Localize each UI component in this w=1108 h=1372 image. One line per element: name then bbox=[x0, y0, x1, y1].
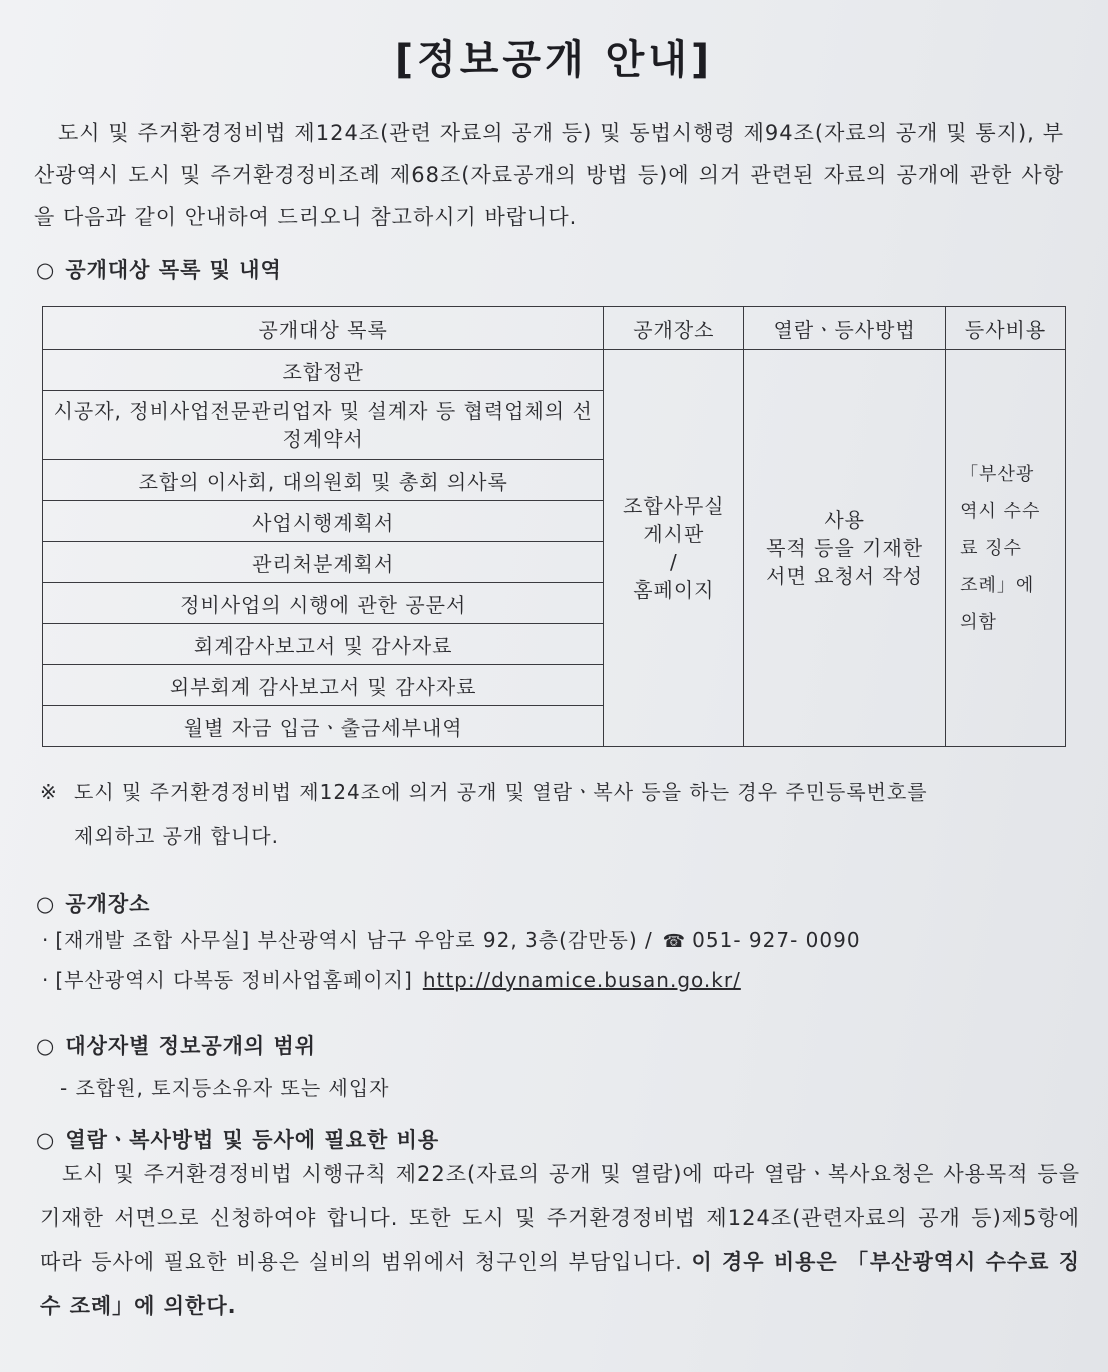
table-cell-item: 조합정관 bbox=[43, 350, 604, 391]
table-row bbox=[43, 350, 1066, 391]
place-text: 조합사무실 게시판 / 홈페이지 bbox=[623, 494, 725, 602]
scope-text: - 조합원, 토지등소유자 또는 세입자 bbox=[60, 1076, 390, 1100]
note-paragraph bbox=[40, 770, 1050, 858]
table-cell-item: 월별 자금 입금ㆍ출금세부내역 bbox=[43, 706, 604, 747]
table-cell-place bbox=[604, 350, 744, 747]
header-fee: 등사비용 bbox=[946, 307, 1066, 350]
section-heading-text: 공개대상 목록 및 내역 bbox=[65, 258, 282, 282]
intro-paragraph bbox=[34, 112, 1064, 238]
office-phone: 051- 927- 0090 bbox=[692, 928, 861, 952]
homepage-line bbox=[42, 964, 741, 993]
header-method: 열람ㆍ등사방법 bbox=[744, 307, 946, 350]
section-heading-list bbox=[36, 254, 282, 284]
middle-dot-icon: · bbox=[42, 968, 50, 992]
intro-text: 도시 및 주거환경정비법 제124조(관련 자료의 공개 등) 및 동법시행령 제94조(자료의 공개 및 통지), 부산광역시 도시 및 주거환경정비조례 제68조(자료공개의 방법 등)에 의거 관련된 자료의 공개에 관한 사항을 다음과 같이 안내하여 드리오니 참고하시기 바랍니다. bbox=[34, 121, 1064, 229]
circle-bullet-icon: ○ bbox=[36, 1034, 56, 1058]
header-place: 공개장소 bbox=[604, 307, 744, 350]
table-header-row bbox=[43, 307, 1066, 350]
office-address-line bbox=[42, 924, 861, 953]
scope-line bbox=[60, 1072, 389, 1101]
cost-body-bold: 이 경우 비용은 「부산광역시 수수료 징수 조례」에 의한다. bbox=[40, 1250, 1080, 1318]
section-heading-text: 대상자별 정보공개의 범위 bbox=[65, 1034, 317, 1058]
circle-bullet-icon: ○ bbox=[36, 258, 56, 282]
table-cell-item: 정비사업의 시행에 관한 공문서 bbox=[43, 583, 604, 624]
section-heading-text: 공개장소 bbox=[65, 892, 151, 916]
section-heading-scope bbox=[36, 1030, 316, 1060]
method-text: 사용 목적 등을 기재한 서면 요청서 작성 bbox=[766, 508, 924, 588]
header-items: 공개대상 목록 bbox=[43, 307, 604, 350]
fee-text: 「부산광 역시 수수 료 징수 조례」에 의함 bbox=[960, 463, 1041, 633]
homepage-label: [부산광역시 다복동 정비사업홈페이지] bbox=[55, 968, 413, 992]
circle-bullet-icon: ○ bbox=[36, 892, 56, 916]
table-cell-fee bbox=[946, 350, 1066, 747]
table-cell-item: 조합의 이사회, 대의원회 및 총회 의사록 bbox=[43, 460, 604, 501]
table-cell-item: 관리처분계획서 bbox=[43, 542, 604, 583]
table-cell-method bbox=[744, 350, 946, 747]
homepage-link[interactable]: http://dynamice.busan.go.kr/ bbox=[422, 968, 741, 992]
disclosure-table bbox=[42, 306, 1066, 747]
circle-bullet-icon: ○ bbox=[36, 1128, 56, 1152]
cost-body: 도시 및 주거환경정비법 시행규칙 제22조(자료의 공개 및 열람)에 따라 열람ㆍ복사요청은 사용목적 등을 기재한 서면으로 신청하여야 합니다. 또한 도시 및 주거환경정비법 제124조(관련자료의 공개 등)제5항에 따라 등사에 필요한 비용은 실비의 범위에서 청구인의 부담입니다. bbox=[40, 1162, 1080, 1274]
table-cell-item: 회계감사보고서 및 감사자료 bbox=[43, 624, 604, 665]
note-line-1: 도시 및 주거환경정비법 제124조에 의거 공개 및 열람ㆍ복사 등을 하는 경우 주민등록번호를 bbox=[74, 780, 928, 804]
cost-text bbox=[40, 1152, 1080, 1328]
table-cell-item: 사업시행계획서 bbox=[43, 501, 604, 542]
document-title: [정보공개 안내] bbox=[394, 37, 714, 83]
table-cell-item: 시공자, 정비사업전문관리업자 및 설계자 등 협력업체의 선정계약서 bbox=[43, 391, 604, 460]
table-cell-item: 외부회계 감사보고서 및 감사자료 bbox=[43, 665, 604, 706]
note-line-2: 제외하고 공개 합니다. bbox=[74, 824, 279, 848]
reference-mark-icon: ※ bbox=[40, 780, 58, 804]
office-address: [재개발 조합 사무실] 부산광역시 남구 우암로 92, 3층(감만동) / bbox=[55, 928, 653, 952]
cost-paragraph bbox=[40, 1152, 1080, 1328]
section-heading-cost bbox=[36, 1124, 439, 1154]
section-heading-place bbox=[36, 888, 150, 918]
phone-icon: ☎ bbox=[662, 931, 687, 952]
section-heading-text: 열람ㆍ복사방법 및 등사에 필요한 비용 bbox=[65, 1128, 440, 1152]
middle-dot-icon: · bbox=[42, 928, 50, 952]
